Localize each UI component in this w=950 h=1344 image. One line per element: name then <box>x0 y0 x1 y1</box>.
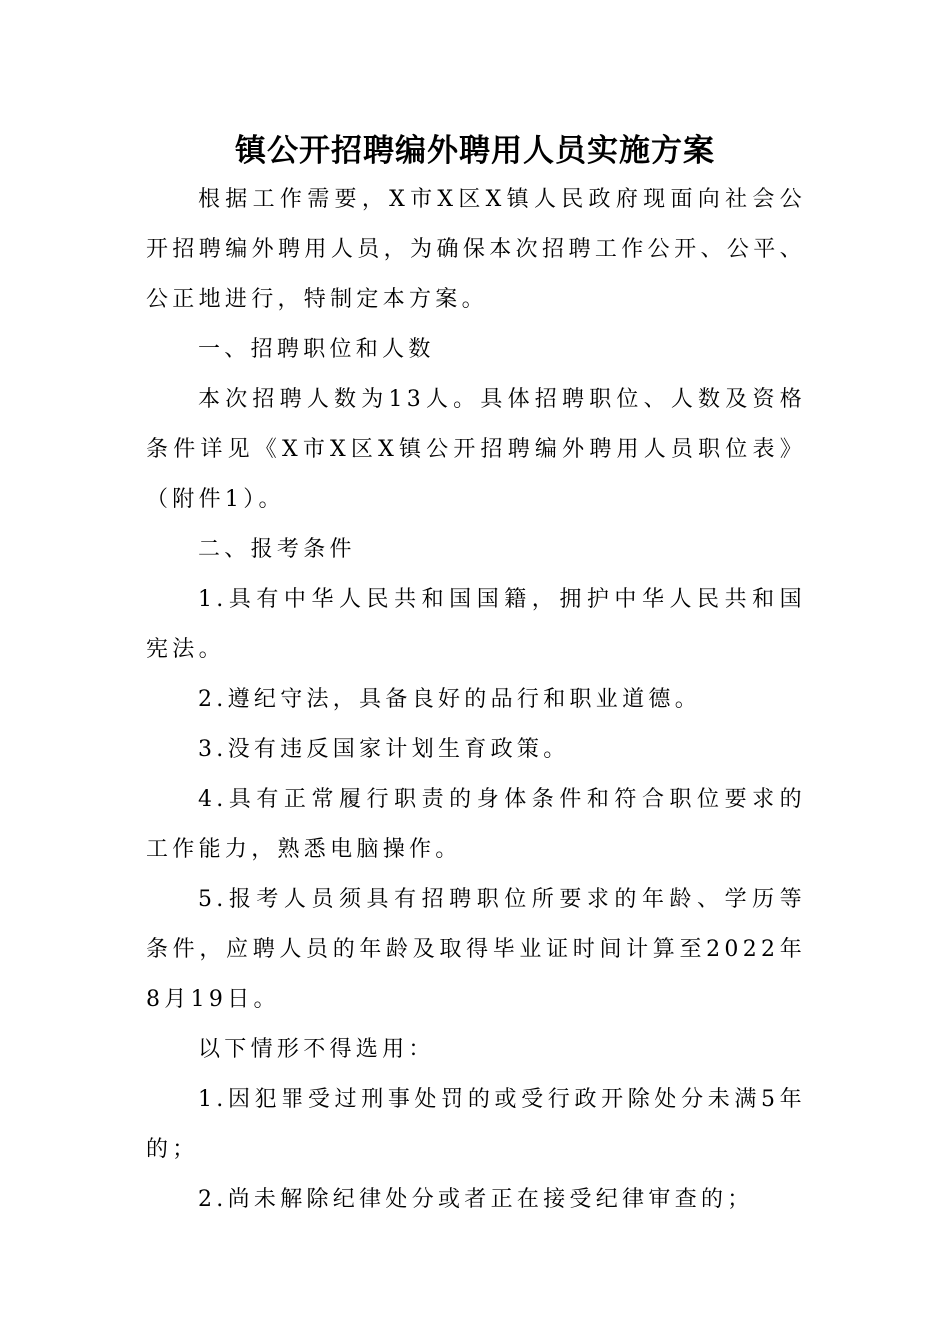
exclusion-item: 2.尚未解除纪律处分或者正在接受纪律审查的； <box>198 1187 754 1212</box>
section-heading-positions: 一、招聘职位和人数 <box>198 337 435 362</box>
exclusions-heading: 以下情形不得选用： <box>198 1037 435 1062</box>
document-title: 镇公开招聘编外聘用人员实施方案 <box>235 133 715 169</box>
requirement-item: 3.没有违反国家计划生育政策。 <box>198 737 570 762</box>
paragraph-positions: 本次招聘人数为13人。具体招聘职位、人数及资格条件详见《X市X区X镇公开招聘编外聘用人员职位表》（附件1）。 <box>146 387 806 512</box>
paragraph-intro: 根据工作需要，X市X区X镇人民政府现面向社会公开招聘编外聘用人员，为确保本次招聘工作公开、公平、公正地进行，特制定本方案。 <box>146 187 806 312</box>
document-body <box>146 175 806 1225</box>
exclusion-item: 1.因犯罪受过刑事处罚的或受行政开除处分未满5年的； <box>146 1087 806 1162</box>
requirement-item: 5.报考人员须具有招聘职位所要求的年龄、学历等条件，应聘人员的年龄及取得毕业证时间计算至2022年8月19日。 <box>146 887 806 1012</box>
requirement-item: 4.具有正常履行职责的身体条件和符合职位要求的工作能力，熟悉电脑操作。 <box>146 787 806 862</box>
requirement-item: 2.遵纪守法，具备良好的品行和职业道德。 <box>198 687 701 712</box>
section-heading-requirements: 二、报考条件 <box>198 537 356 562</box>
requirement-item: 1.具有中华人民共和国国籍，拥护中华人民共和国宪法。 <box>146 587 806 662</box>
